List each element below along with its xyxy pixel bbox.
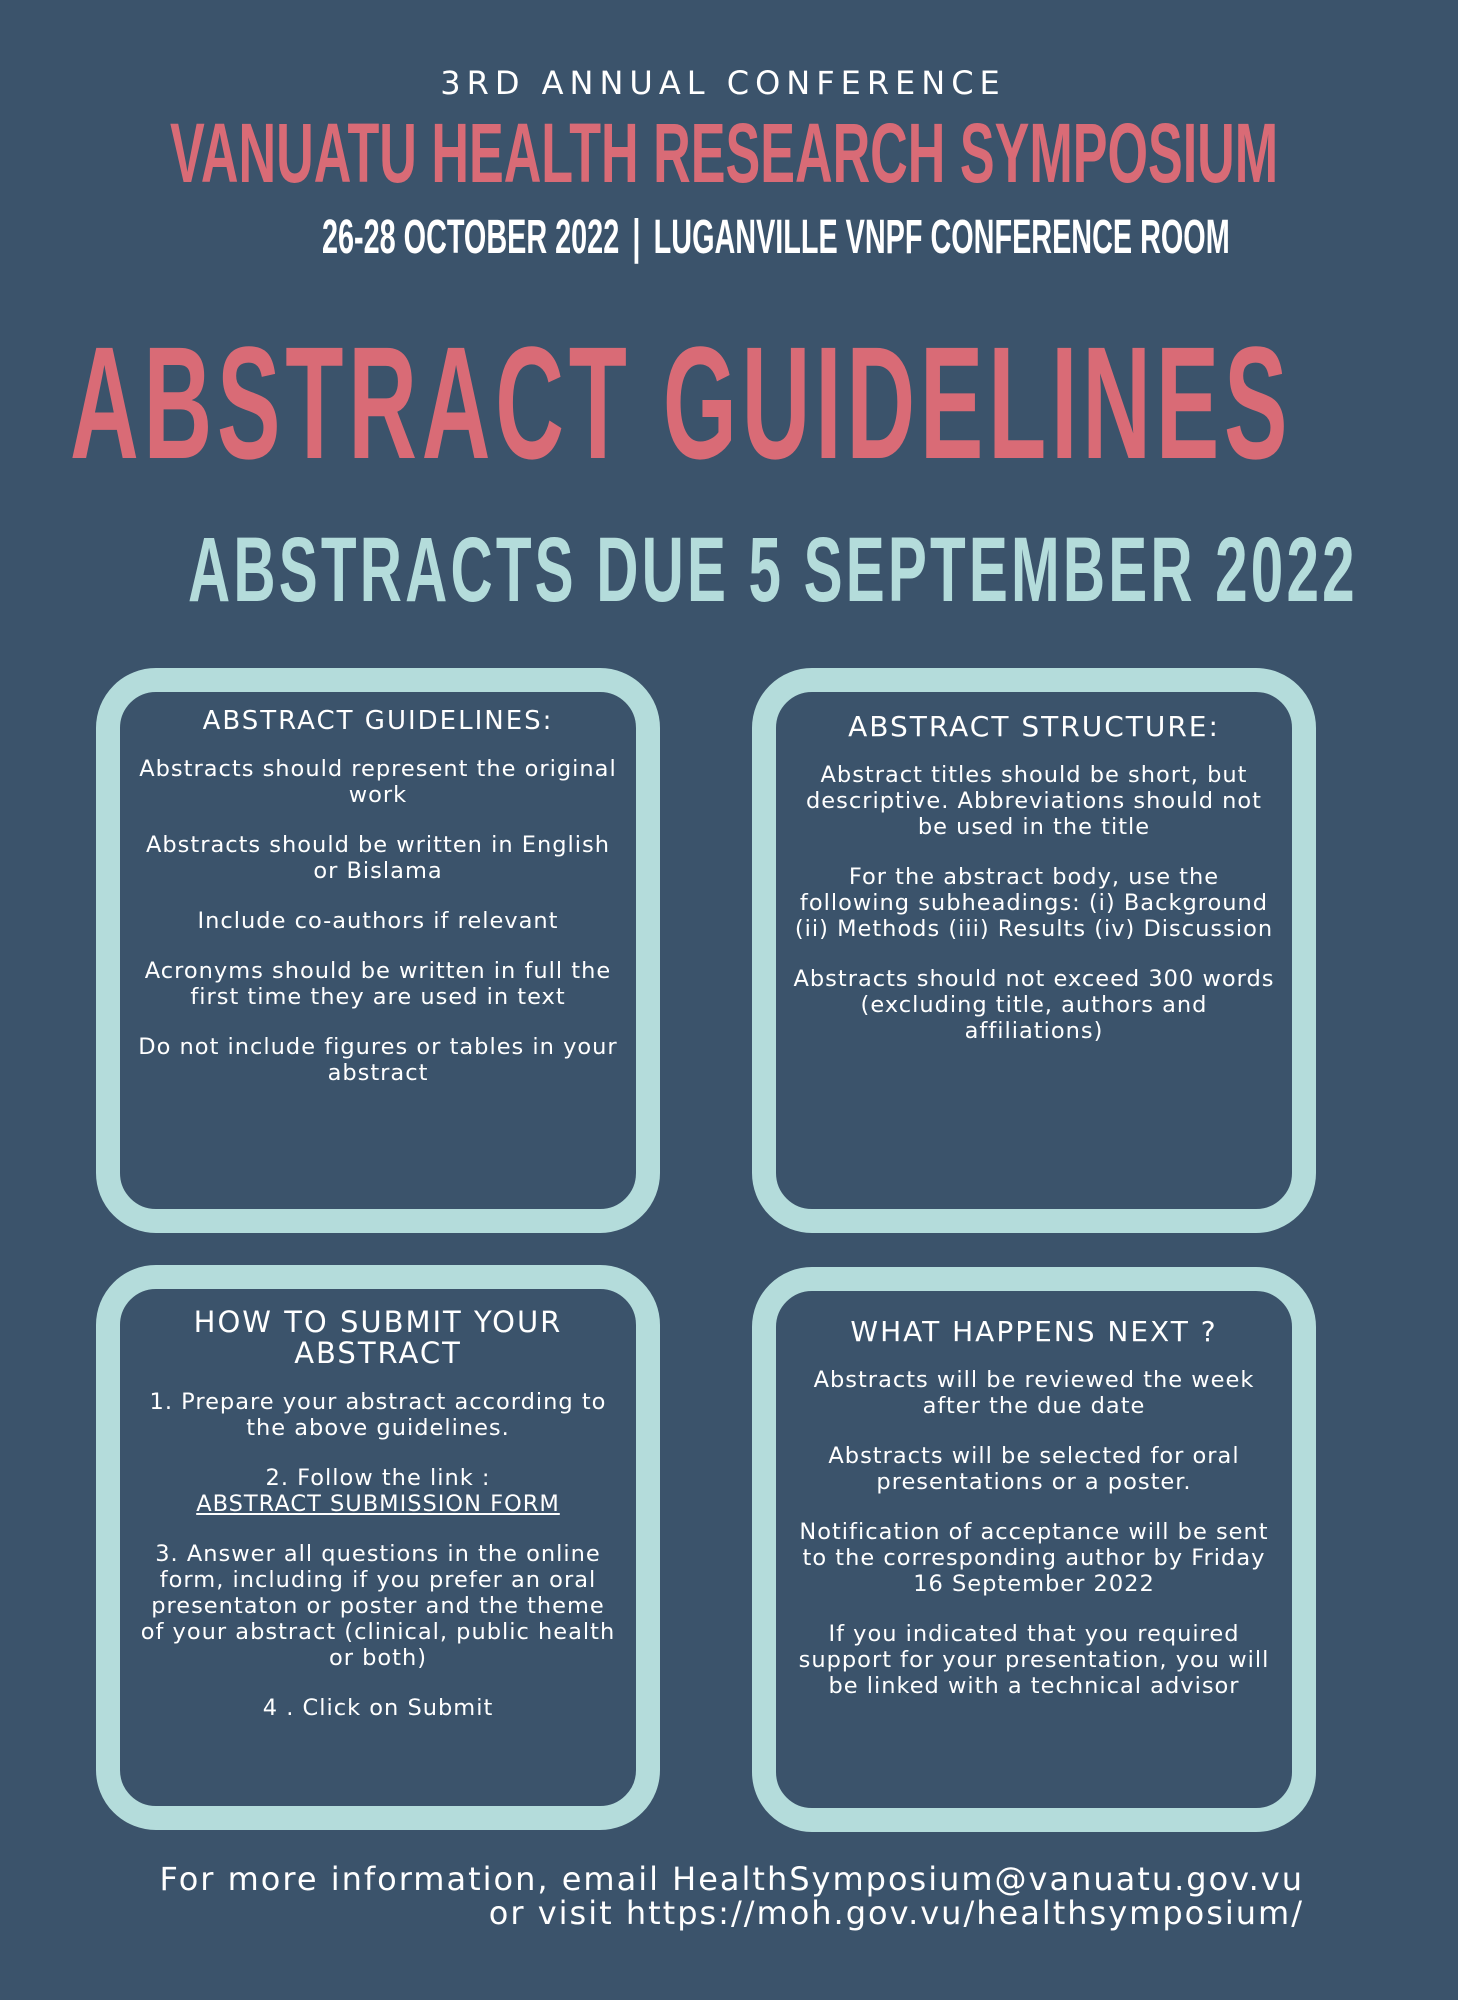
submit-step-1: 1. Prepare your abstract according to the above guidelines. — [149, 1389, 607, 1441]
guideline-item: Abstracts should be written in English or Bislama — [145, 832, 610, 884]
structure-item: Abstract titles should be short, but descriptive. Abbreviations should not be used in the title — [806, 762, 1262, 840]
submission-form-link[interactable]: ABSTRACT SUBMISSION FORM — [196, 1491, 560, 1517]
structure-card — [752, 668, 1316, 1233]
submit-step-2 — [136, 1465, 620, 1517]
submit-heading: HOW TO SUBMIT YOUR ABSTRACT — [193, 1305, 563, 1370]
next-item: If you indicated that you required support for your presentation, you will be linked with a technical advisor — [798, 1621, 1270, 1699]
submit-step-3: 3. Answer all questions in the online form, including if you prefer an oral presentaton or poster and the theme of your abstract (clinical, public health or both) — [140, 1541, 616, 1671]
guidelines-card — [96, 668, 660, 1233]
event-dates: 26-28 OCTOBER 2022 — [322, 211, 620, 264]
structure-item: Abstracts should not exceed 300 words (excluding title, authors and affiliations) — [793, 966, 1275, 1044]
next-heading: WHAT HAPPENS NEXT ? — [850, 1315, 1218, 1348]
dateline-separator: | — [632, 211, 641, 264]
next-steps-card — [752, 1267, 1316, 1832]
conference-kicker: 3RD ANNUAL CONFERENCE — [440, 64, 1006, 102]
structure-item: For the abstract body, use the following subheadings: (i) Background (ii) Methods (iii) Results (iv) Discussion — [794, 864, 1274, 942]
guideline-item: Abstracts should represent the original work — [139, 756, 617, 808]
submit-card — [96, 1265, 660, 1830]
contact-footer — [0, 1862, 1304, 1930]
next-item: Notification of acceptance will be sent to the corresponding author by Friday 16 September 2022 — [799, 1519, 1269, 1597]
guidelines-heading: ABSTRACT GUIDELINES: — [202, 706, 554, 736]
footer-web-line: or visit https://moh.gov.vu/healthsymposium/ — [488, 1894, 1304, 1932]
guideline-item: Acronyms should be written in full the first time they are used in text — [144, 958, 612, 1010]
due-date-banner: ABSTRACTS DUE 5 SEPTEMBER 2022 — [188, 519, 1358, 621]
footer-email-line: For more information, email HealthSymposium@vanuatu.gov.vu — [159, 1860, 1304, 1898]
event-dateline — [322, 210, 1230, 266]
submit-step-4: 4 . Click on Submit — [262, 1695, 494, 1721]
structure-heading: ABSTRACT STRUCTURE: — [848, 710, 1220, 743]
submit-step-2-text: 2. Follow the link : — [265, 1465, 491, 1491]
guideline-item: Do not include figures or tables in your abstract — [138, 1034, 618, 1086]
event-venue: LUGANVILLE VNPF CONFERENCE ROOM — [653, 211, 1230, 264]
guideline-item: Include co-authors if relevant — [197, 908, 559, 934]
page-title: ABSTRACT GUIDELINES — [70, 313, 1293, 492]
next-item: Abstracts will be selected for oral presentations or a poster. — [828, 1443, 1240, 1495]
symposium-title: VANUATU HEALTH RESEARCH SYMPOSIUM — [170, 106, 1279, 200]
next-item: Abstracts will be reviewed the week after the due date — [813, 1367, 1255, 1419]
